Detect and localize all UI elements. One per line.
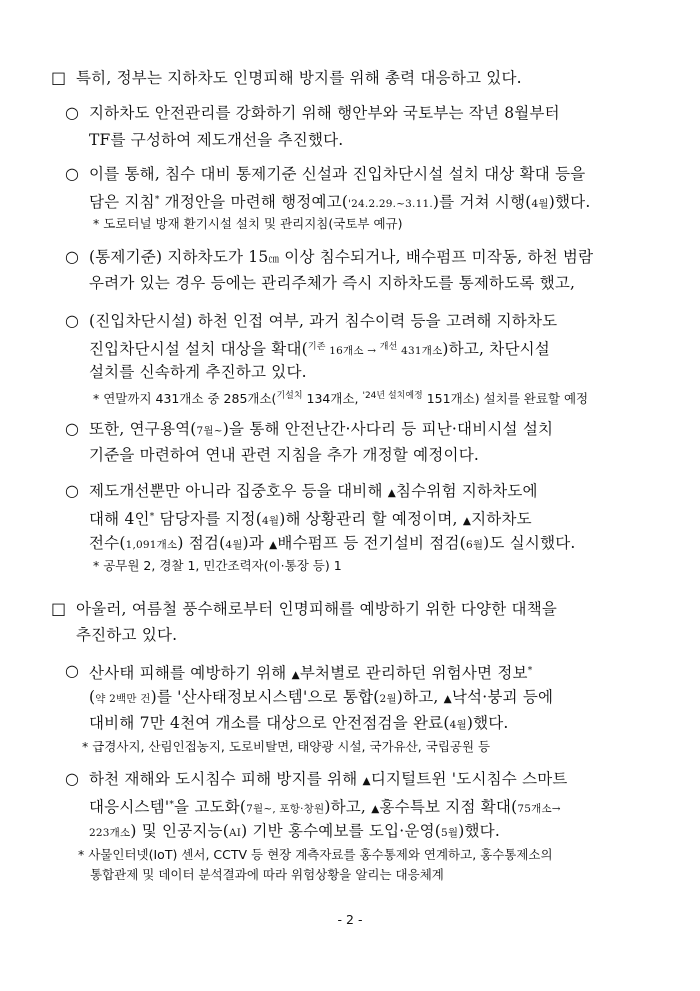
paragraph-line: 제도개선뿐만 아니라 집중호우 등을 대비해 ▲침수위험 지하차도에 [89,482,538,500]
paragraph-line: 산사태 피해를 예방하기 위해 ▲부처별로 관리하던 위험사면 정보* [89,664,533,682]
paragraph-line: (진입차단시설) 하천 인접 여부, 과거 침수이력 등을 고려해 지하차도 [89,312,558,330]
paragraph-line: 담은 지침* 개정안을 마련해 행정예고('24.2.29.~3.11.)를 거쳐 시행(4월)했다. [89,193,591,211]
footnote: * 급경사지, 산림인접농지, 도로비탈면, 태양광 시설, 국가유산, 국립공원 등 [82,739,491,754]
triangle-bullet: ▲ [362,775,371,787]
footnote: * 도로터널 방재 환기시설 설치 및 관리지침(국토부 예규) [93,216,403,231]
circle-bullet: ○ [65,103,79,122]
paragraph-line: TF를 구성하여 제도개선을 추진했다. [89,131,344,149]
footnote: * 사물인터넷(IoT) 센서, CCTV 등 현장 계측자료를 홍수통제와 연계하고, 홍수통제소의 [78,847,553,862]
triangle-bullet: ▲ [387,487,397,499]
section-2-heading: 아울러, 여름철 풍수해로부터 인명피해를 예방하기 위한 다양한 대책을 [76,600,558,618]
footnote: 통합관제 및 데이터 분석결과에 따라 위험상황을 알리는 대응체계 [90,867,444,882]
paragraph-line: 대비해 7만 4천여 개소를 대상으로 안전점검을 완료(4월)했다. [89,714,509,732]
square-bullet: □ [51,68,67,87]
triangle-bullet: ▲ [462,515,472,527]
footnote: * 공무원 2, 경찰 1, 민간조력자(이·통장 등) 1 [93,558,342,573]
footnote: * 연말까지 431개소 중 285개소($^{기설치}$ 134개소, $^{'24년 설치예정}$ 151개소) 설치를 완료할 예정 [93,391,589,406]
circle-bullet: ○ [65,661,79,680]
circle-bullet: ○ [65,419,79,438]
paragraph-line: 우려가 있는 경우 등에는 관리주체가 즉시 지하차도를 통제하도록 했고, [89,274,576,292]
square-bullet: □ [51,599,67,618]
footnote-mark: * [527,666,533,676]
paragraph-line: 이를 통해, 침수 대비 통제기준 신설과 진입차단시설 설치 대상 확대 등을 [89,165,586,183]
paragraph-line: 또한, 연구용역(7월~)을 통해 안전난간·사다리 등 피난·대비시설 설치 [89,420,554,438]
circle-bullet: ○ [65,164,79,183]
paragraph-line: 진입차단시설 설치 대상을 확대($^{기존}$ 16개소 → $^{개선}$ 431개소)하고, 차단시설 [89,340,550,358]
paragraph-line: (통제기준) 지하차도가 15㎝ 이상 침수되거나, 배수펌프 미작동, 하천 범람 [89,248,594,266]
paragraph-line: 설치를 신속하게 추진하고 있다. [89,363,307,381]
footnote-mark: * [149,512,155,522]
circle-bullet: ○ [65,481,79,500]
circle-bullet: ○ [65,311,79,330]
circle-bullet: ○ [65,769,79,788]
triangle-bullet: ▲ [291,669,300,681]
page-number: - 2 - [337,912,363,927]
footnote-mark: * [154,195,160,205]
paragraph-line: 대응시스템'*을 고도화(7월~, 포항·창원)하고, ▲홍수특보 지점 확대(75개소→ [89,798,561,816]
paragraph-line: 전수(1,091개소) 점검(4월)과 ▲배수펌프 등 전기설비 점검(6월)도 실시했다. [89,534,576,552]
triangle-bullet: ▲ [269,539,278,551]
paragraph-line: (약 2백만 건)를 '산사태정보시스템'으로 통합(2월)하고, ▲낙석·붕괴 등에 [89,688,554,706]
triangle-bullet: ▲ [371,803,380,815]
paragraph-line: 기준을 마련하여 연내 관련 지침을 추가 개정할 예정이다. [89,446,479,464]
circle-bullet: ○ [65,247,79,266]
paragraph-line: 하천 재해와 도시침수 피해 방지를 위해 ▲디지털트윈 '도시침수 스마트 [89,770,568,788]
paragraph-line: 223개소) 및 인공지능(AI) 기반 홍수예보를 도입·운영(5월)했다. [89,822,500,840]
section-2-heading: 추진하고 있다. [76,626,178,644]
triangle-bullet: ▲ [443,693,452,705]
footnote-mark: * [169,800,175,810]
section-1-heading: 특히, 정부는 지하차도 인명피해 방지를 위해 총력 대응하고 있다. [76,69,522,87]
paragraph-line: 지하차도 안전관리를 강화하기 위해 행안부와 국토부는 작년 8월부터 [89,104,560,122]
paragraph-line: 대해 4인* 담당자를 지정(4월)해 상황관리 할 예정이며, ▲지하차도 [89,510,532,528]
